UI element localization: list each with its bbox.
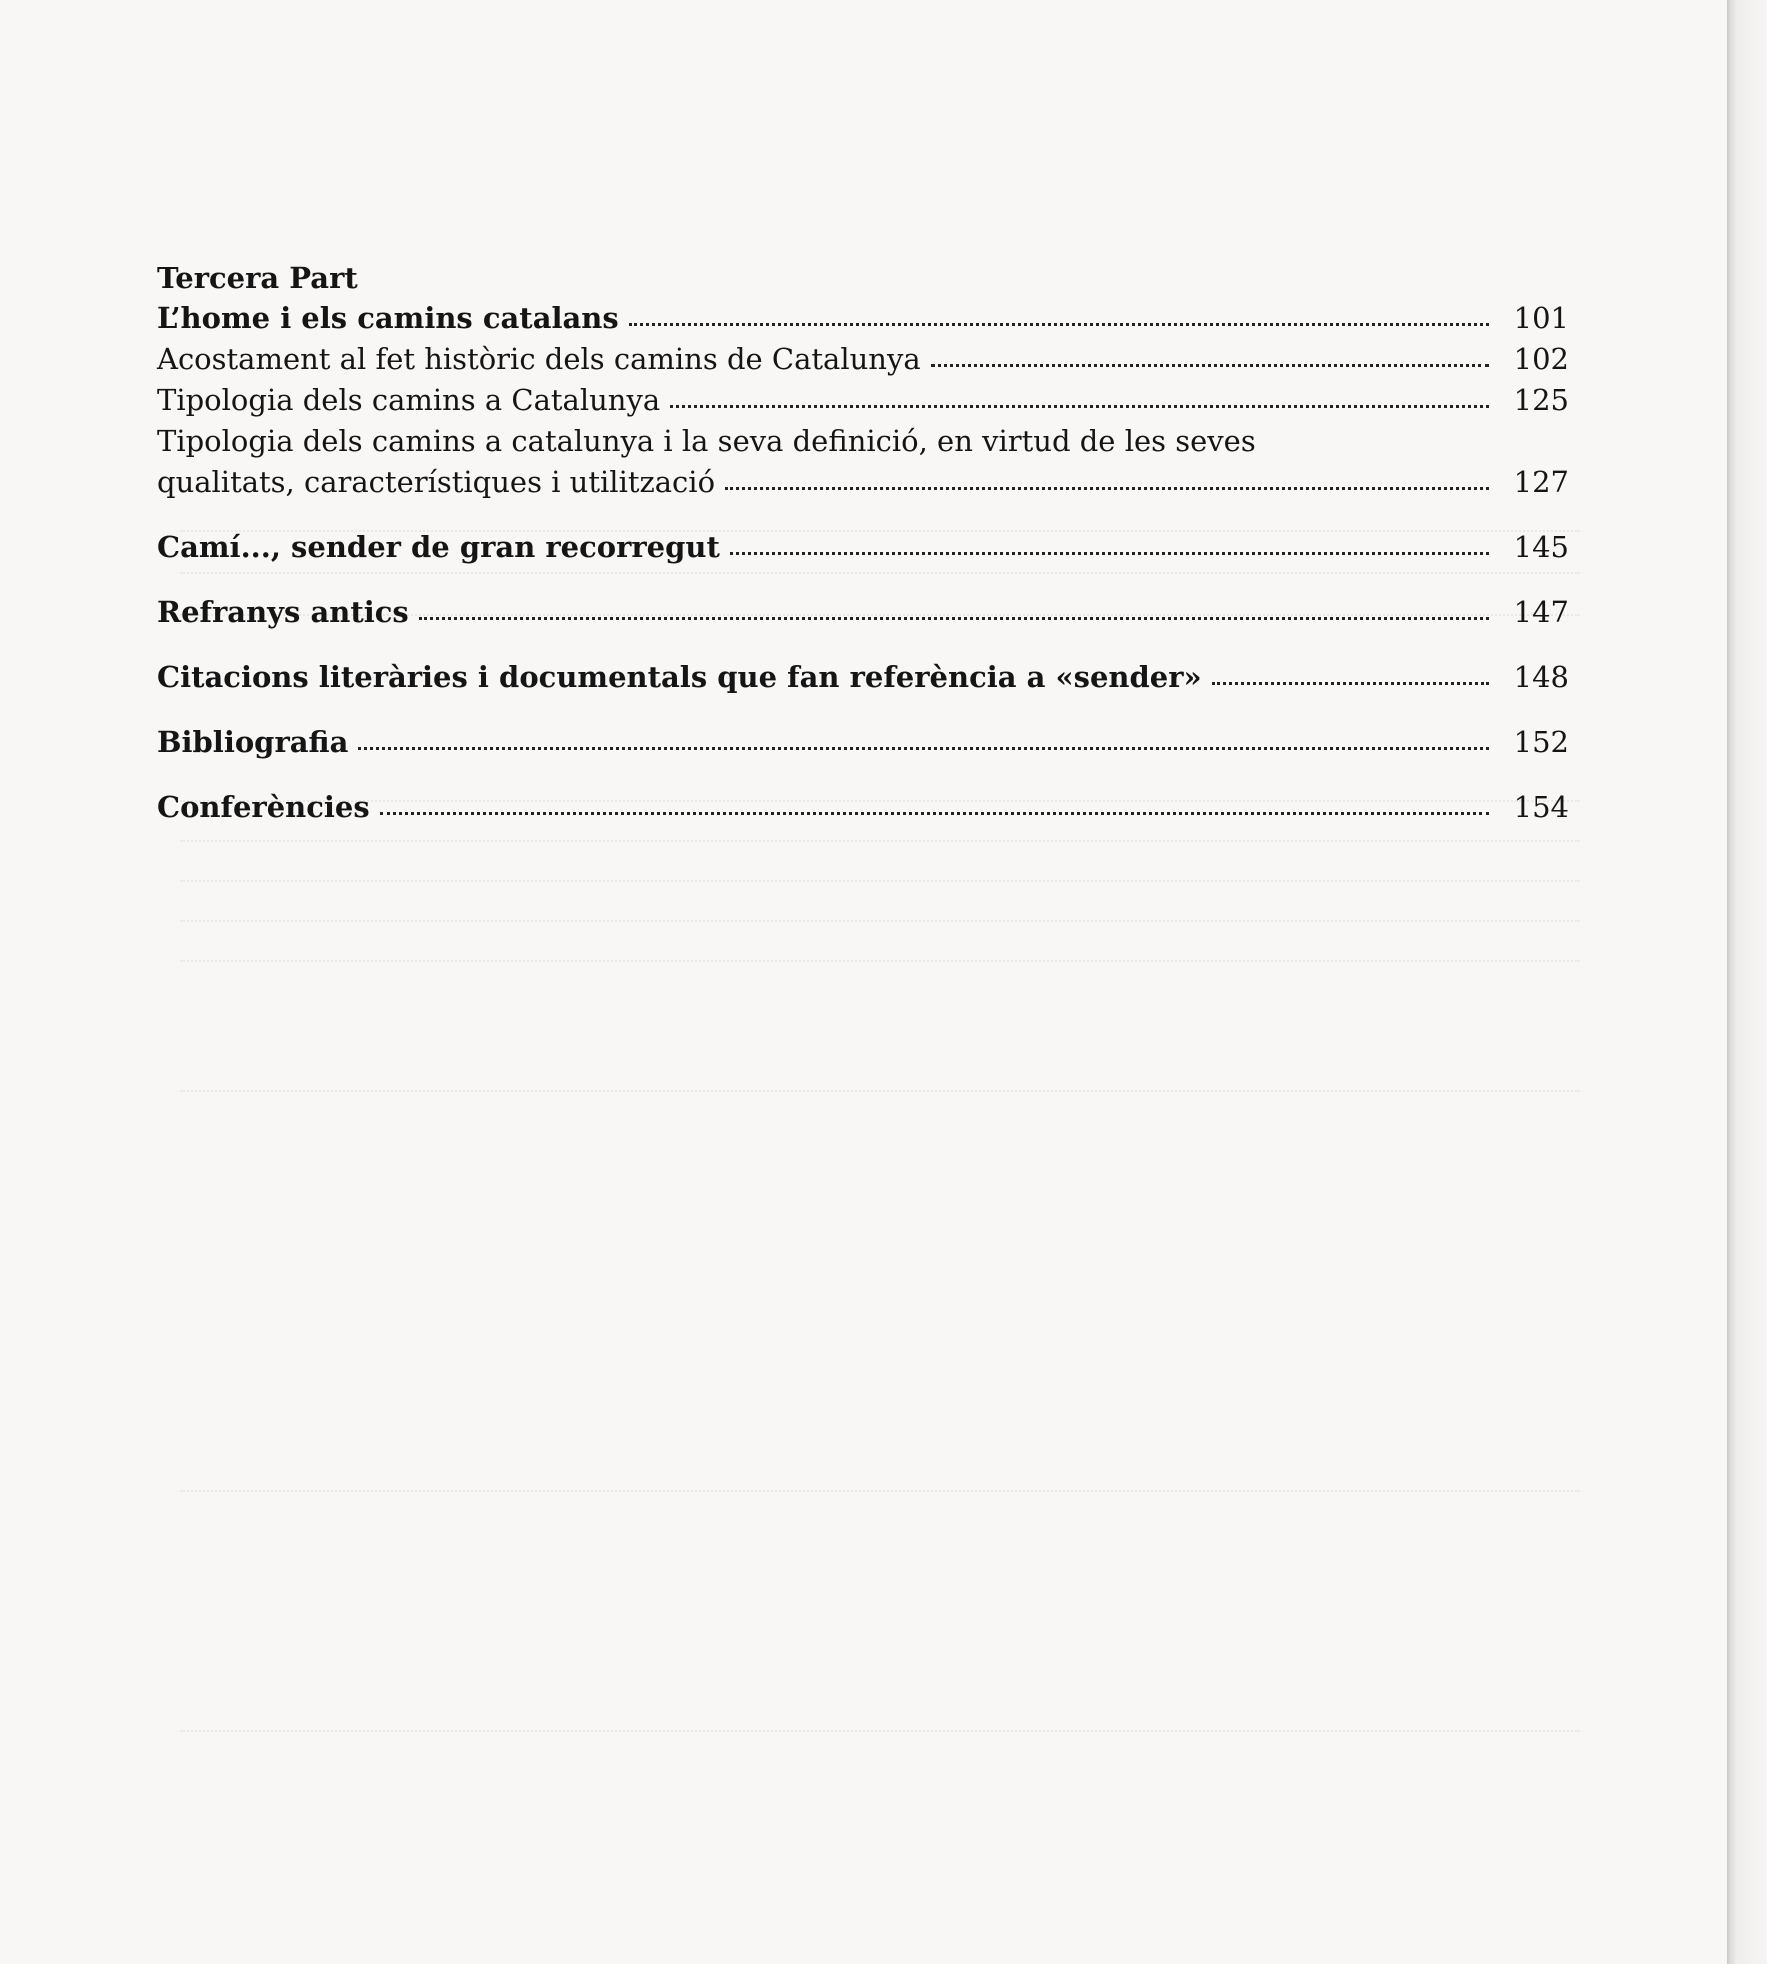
toc-entry-page: 101 xyxy=(1513,301,1569,335)
table-of-contents xyxy=(157,258,1569,828)
toc-entry-page: 125 xyxy=(1513,383,1569,417)
toc-entry-title-line2: qualitats, característiques i utilització xyxy=(157,465,716,499)
toc-entry-page: 154 xyxy=(1513,790,1569,824)
toc-entry xyxy=(157,592,1569,633)
toc-entry-page: 127 xyxy=(1513,465,1569,499)
toc-entry xyxy=(157,787,1569,828)
toc-entry-title: Refranys antics xyxy=(157,595,409,629)
toc-entry-title-line1: Tipologia dels camins a catalunya i la seva definició, en virtud de les seves xyxy=(157,424,1256,458)
toc-entry-title: Tipologia dels camins a Catalunya xyxy=(157,383,661,417)
toc-entry xyxy=(157,380,1569,421)
toc-entry xyxy=(157,527,1569,568)
dot-leader xyxy=(670,404,1489,408)
toc-entry xyxy=(157,462,1569,503)
dot-leader xyxy=(725,486,1489,490)
toc-entry-title: Acostament al fet històric dels camins de Catalunya xyxy=(157,342,921,376)
dot-leader xyxy=(380,811,1489,815)
toc-entry xyxy=(157,298,1569,339)
dot-leader xyxy=(419,616,1489,620)
dot-leader xyxy=(1212,681,1489,685)
toc-entry-page: 152 xyxy=(1513,725,1569,759)
toc-entry-page: 102 xyxy=(1513,342,1569,376)
dot-leader xyxy=(730,551,1489,555)
dot-leader xyxy=(629,322,1489,326)
toc-entry-page: 147 xyxy=(1513,595,1569,629)
toc-entry-title: Bibliografia xyxy=(157,725,349,759)
dot-leader xyxy=(931,363,1489,367)
toc-entry-title: Conferències xyxy=(157,790,370,824)
dot-leader xyxy=(358,746,1489,750)
toc-entry-title: Citacions literàries i documentals que fan referència a «sender» xyxy=(157,660,1202,694)
toc-entry xyxy=(157,722,1569,763)
toc-entry-page: 145 xyxy=(1513,530,1569,564)
toc-entry xyxy=(157,657,1569,698)
part-heading: Tercera Part xyxy=(157,261,358,295)
toc-entry xyxy=(157,339,1569,380)
toc-entry-title: Camí..., sender de gran recorregut xyxy=(157,530,720,564)
toc-entry-title: L’home i els camins catalans xyxy=(157,301,619,335)
toc-entry-page: 148 xyxy=(1513,660,1569,694)
page-edge xyxy=(1727,0,1767,1964)
